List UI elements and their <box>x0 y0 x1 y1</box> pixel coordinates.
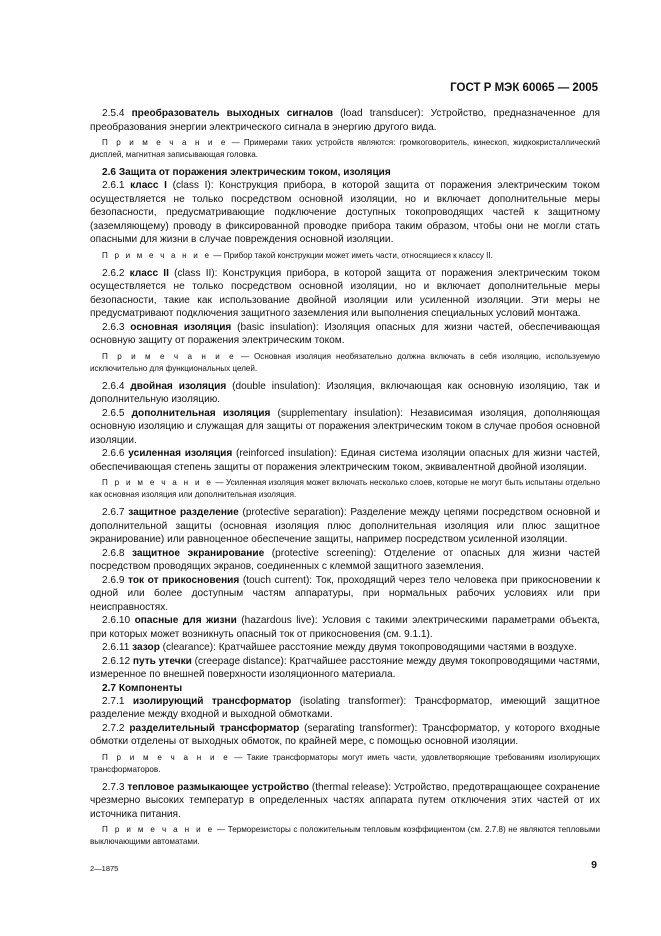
clause-number: 2.5.4 <box>102 108 125 119</box>
term-name: тепловое размыкающее устройство <box>127 781 310 793</box>
note-text: — Терморезисторы с положительным тепловым коэффициентом (см. 2.7.8) не являются тепловыми выключающими автоматами. <box>90 825 601 846</box>
document-body <box>90 107 600 853</box>
term-name: защитное разделение <box>128 507 239 518</box>
term-name: путь утечки <box>132 655 192 667</box>
definition-paragraph <box>90 722 600 749</box>
note-text: — Прибор такой конструкции может иметь части, относящиеся к классу II. <box>211 250 493 260</box>
note-paragraph <box>90 137 600 161</box>
clause-number: 2.6.10 <box>102 615 131 626</box>
clause-number: 2.6.2 <box>102 267 125 279</box>
definition-paragraph <box>90 107 600 134</box>
section-heading: 2.7 Компоненты <box>102 682 183 694</box>
clause-number: 2.6.5 <box>102 407 125 419</box>
definition-paragraph <box>90 781 600 822</box>
term-definition: (basic insulation): Изоляция опасных для жизни частей, обеспечивающая основную защиту от поражения электрическим током. <box>90 321 600 346</box>
definition-paragraph <box>90 380 600 407</box>
clause-number: 2.6.1 <box>102 180 125 191</box>
note-text: — Основная изоляция необязательно должна включать в себя изоляцию, используемую исключительно для функциональных целей. <box>90 351 601 373</box>
note-paragraph <box>90 752 600 776</box>
note-label: П р и м е ч а н и е <box>102 478 214 487</box>
note-label: П р и м е ч а н и е <box>102 250 212 260</box>
term-name: изолирующий трансформатор <box>132 695 292 707</box>
definition-paragraph <box>90 695 600 722</box>
term-definition: (protective screening): Отделение от опасных для жизни частей посредством проводящих экранов, соединенных с клеммой защитного заземления. <box>90 547 600 572</box>
clause-number: 2.6.12 <box>102 655 131 667</box>
clause-number: 2.6.11 <box>102 642 130 653</box>
clause-number: 2.6.7 <box>102 507 125 518</box>
definition-paragraph <box>90 447 600 474</box>
definition-paragraph <box>90 267 600 321</box>
clause-number: 2.7.3 <box>102 781 125 793</box>
term-name: разделительный трансформатор <box>129 722 300 734</box>
definition-paragraph <box>90 179 600 247</box>
term-definition: (hazardous live): Условия с такими электрическими параметрами объекта, при которых может возникнуть опасный ток от прикосновения (см. 9.1.1). <box>90 615 600 640</box>
term-definition: (load transducer): Устройство, предназначенное для преобразования энергии электрического сигнала в энергию другого вида. <box>90 108 601 133</box>
clause-number: 2.6.6 <box>102 448 125 459</box>
term-name: класс I <box>130 180 167 191</box>
note-paragraph <box>90 824 600 848</box>
term-definition: (creepage distance): Кратчайшее расстояние между двумя токопроводящими частями, измеренное по внешней поверхности изоляционного материала. <box>90 655 600 680</box>
note-label: П р и м е ч а н и е <box>102 825 215 834</box>
term-name: ток от прикосновения <box>128 574 240 586</box>
note-text: — Примерами таких устройств являются: громкоговоритель, кинескоп, жидкокристаллический дисплей, магнитная записывающая головка. <box>90 138 600 159</box>
term-name: преобразователь выходных сигналов <box>131 108 334 119</box>
term-name: усиленная изоляция <box>128 448 233 459</box>
term-definition: (thermal release): Устройство, предотвращающее сохранение чрезмерно высоких температур в определенных частях аппарата путем отключения этих частей от их источника питания. <box>90 781 601 820</box>
note-label: П р и м е ч а н и е <box>102 351 236 361</box>
definition-paragraph <box>90 641 600 655</box>
term-definition: (class II): Конструкция прибора, в которой защита от поражения электрическим током осуществляется не только посредством основной изоляции, но и включает дополнительные меры безопасности, такие как использование двойной изоляции или усиленной изоляции. Эти меры не предусматривают подключения защитного заземления или выполнения специальных условий монтажа. <box>90 267 600 319</box>
definition-paragraph <box>90 614 600 641</box>
term-definition: (isolating transformer): Трансформатор, имеющий защитное разделение между входной и выходной обмотками. <box>90 695 600 720</box>
clause-number: 2.6.4 <box>102 380 125 392</box>
term-name: зазор <box>132 642 160 653</box>
clause-number: 2.7.1 <box>102 695 125 707</box>
term-name: двойная изоляция <box>130 380 227 392</box>
term-definition: (clearance): Кратчайшее расстояние между двумя токопроводящими частями в воздухе. <box>159 642 577 653</box>
term-definition: (supplementary insulation): Независимая изоляция, дополняющая основную изоляцию и служащая для защиты от поражения электрическим током в случае пробоя основной изоляции. <box>90 407 600 446</box>
clause-number: 2.6.9 <box>102 574 125 586</box>
document-header: ГОСТ Р МЭК 60065 — 2005 <box>450 82 598 94</box>
footer-code: 2—1875 <box>90 864 119 873</box>
term-definition: (separating transformer): Трансформатор, у которого входные обмотки отделены от выходных обмоток, по крайней мере, с помощью основной изоляции. <box>90 722 601 747</box>
term-name: дополнительная изоляция <box>131 407 271 419</box>
term-name: основная изоляция <box>130 321 232 333</box>
clause-number: 2.6.3 <box>102 321 125 333</box>
note-paragraph <box>90 351 600 375</box>
definition-paragraph <box>90 547 600 574</box>
term-definition: (reinforced insulation): Единая система изоляции опасных для жизни частей, обеспечивающая степень защиты от поражения электрическим током, эквивалентной двойной изоляции. <box>90 448 601 473</box>
term-name: класс II <box>129 267 169 279</box>
term-definition: (protective separation): Разделение между цепями посредством основной и дополнительной защиты (основная изоляция плюс дополнительная изоляция или плюс защитное экранирование) или равноценное обеспечение защиты, например посредством усиленной изоляции. <box>90 507 600 545</box>
page-number: 9 <box>591 859 597 871</box>
term-name: защитное экранирование <box>132 547 265 559</box>
clause-number: 2.7.2 <box>102 722 125 734</box>
clause-number: 2.6.8 <box>102 547 125 559</box>
note-paragraph <box>90 477 600 501</box>
definition-paragraph <box>90 574 600 615</box>
definition-paragraph <box>90 321 600 348</box>
term-definition: (double insulation): Изоляция, включающая как основную изоляцию, так и дополнительную изоляцию. <box>90 380 600 405</box>
note-text: — Такие трансформаторы могут иметь части, удовлетворяющие требованиям изолирующих трансформаторов. <box>90 752 600 774</box>
note-text: — Усиленная изоляция может включать несколько слоев, которые не могут быть испытаны отдельно как основная изоляция или дополнительная изоляция. <box>90 478 600 499</box>
note-label: П р и м е ч а н и е <box>102 138 228 147</box>
definition-paragraph <box>90 506 600 547</box>
definition-paragraph <box>90 407 600 448</box>
term-definition: (touch current): Ток, проходящий через тело человека при прикосновении к одной или более доступным частям аппаратуры, при нормальных рабочих условиях или при неисправностях. <box>90 574 600 613</box>
note-paragraph <box>90 250 600 262</box>
section-heading: 2.6 Защита от поражения электрическим током, изоляция <box>102 167 391 178</box>
note-label: П р и м е ч а н и е <box>102 752 230 762</box>
term-name: опасные для жизни <box>134 615 237 626</box>
term-definition: (class I): Конструкция прибора, в которой защита от поражения электрическим током осуществляется не только посредством основной изоляции, но и включает дополнительные меры безопасности, предусматривающие подключение доступных токопроводящих частей к защитному (заземляющему) проводу в фиксированной проводке прибора таким образом, чтобы они не могли стать опасными для жизни в случае повреждения основной изоляции. <box>90 180 600 245</box>
definition-paragraph <box>90 655 600 682</box>
